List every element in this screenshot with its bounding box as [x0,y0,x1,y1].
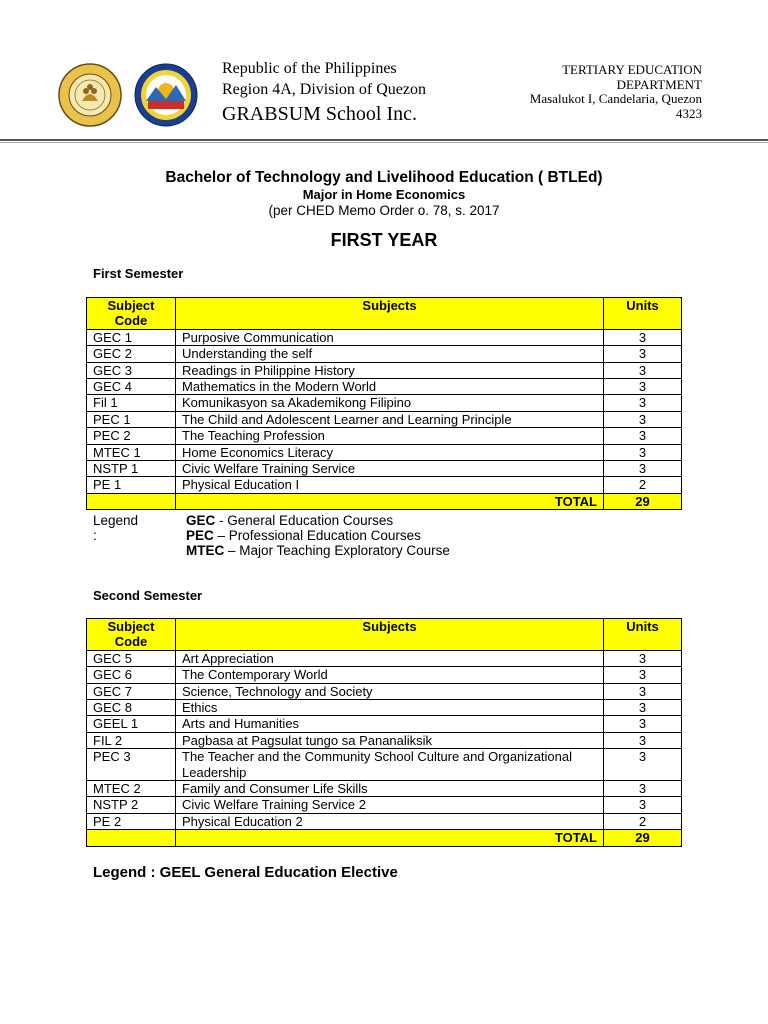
subject-code-cell: FIL 2 [87,732,176,748]
second-semester-title: Second Semester [93,588,203,603]
subject-code-cell: NSTP 1 [87,461,176,477]
subject-name-cell: Ethics [176,700,604,716]
subject-name-cell: The Teacher and the Community School Culture and Organizational Leadership [176,749,604,781]
table-row [87,395,682,411]
legend-label: Legend : [93,513,139,543]
total-empty-cell [87,830,176,846]
program-title-block [0,168,768,219]
subject-name-cell: Family and Consumer Life Skills [176,781,604,797]
table-row [87,700,682,716]
dept-address: Masalukot I, Candelaria, Quezon [529,91,702,106]
units-cell: 2 [604,813,682,829]
table-row [87,362,682,378]
table-row [87,379,682,395]
table-row [87,749,682,781]
subject-name-cell: Science, Technology and Society [176,683,604,699]
subject-code-cell: PEC 1 [87,411,176,427]
header-address-block [222,58,426,127]
subject-code-cell: GEC 1 [87,329,176,345]
table-row [87,329,682,345]
total-label: TOTAL [176,830,604,846]
total-row [87,830,682,846]
school-name: GRABSUM School Inc. [222,103,418,125]
header-divider [0,139,768,141]
units-cell: 2 [604,477,682,493]
first-semester-title: First Semester [93,266,184,281]
legend-item-gec: GEC - General Education Courses [186,513,394,528]
table-row [87,781,682,797]
units-cell: 3 [604,667,682,683]
region-line: Region 4A, Division of Quezon [222,81,426,98]
dept-line1: TERTIARY EDUCATION [562,62,702,77]
units-cell: 3 [604,797,682,813]
units-cell: 3 [604,428,682,444]
table-row [87,732,682,748]
table-row [87,797,682,813]
units-cell: 3 [604,461,682,477]
subject-name-cell: Civic Welfare Training Service 2 [176,797,604,813]
table-row [87,411,682,427]
school-seal-logo [58,63,122,127]
col-subject-code: Subject Code [87,298,176,330]
units-cell: 3 [604,749,682,781]
subject-code-cell: MTEC 2 [87,781,176,797]
republic-line: Republic of the Philippines [222,60,397,77]
program-memo: (per CHED Memo Order o. 78, s. 2017 [268,203,500,218]
total-units: 29 [604,830,682,846]
col-subject-code: Subject Code [87,619,176,651]
table-row [87,477,682,493]
table-row [87,650,682,666]
subject-code-cell: GEC 7 [87,683,176,699]
units-cell: 3 [604,329,682,345]
table-row [87,461,682,477]
units-cell: 3 [604,732,682,748]
letterhead [0,0,768,142]
units-cell: 3 [604,444,682,460]
legend-item-pec: PEC – Professional Education Courses [186,528,421,543]
subject-code-cell: GEC 5 [87,650,176,666]
subject-code-cell: MTEC 1 [87,444,176,460]
subject-code-cell: GEC 6 [87,667,176,683]
total-label: TOTAL [176,493,604,509]
subject-name-cell: Physical Education 2 [176,813,604,829]
units-cell: 3 [604,395,682,411]
subject-name-cell: Arts and Humanities [176,716,604,732]
subject-code-cell: GEC 8 [87,700,176,716]
header-divider-thin [0,142,768,143]
first-semester-table [86,297,682,510]
table-row [87,444,682,460]
units-cell: 3 [604,650,682,666]
subject-name-cell: Civic Welfare Training Service [176,461,604,477]
subject-code-cell: NSTP 2 [87,797,176,813]
department-block [530,63,702,121]
units-cell: 3 [604,411,682,427]
total-row [87,493,682,509]
table-row [87,428,682,444]
subject-code-cell: PEC 3 [87,749,176,781]
program-major: Major in Home Economics [302,187,466,202]
dept-line2: DEPARTMENT [616,76,702,92]
legend-geel: Legend : GEEL General Education Elective [93,864,398,881]
subject-name-cell: Physical Education I [176,477,604,493]
subject-name-cell: Purposive Communication [176,329,604,345]
col-units: Units [604,298,682,330]
units-cell: 3 [604,700,682,716]
subject-name-cell: Understanding the self [176,346,604,362]
units-cell: 3 [604,346,682,362]
table-header-row [87,619,682,651]
subject-code-cell: PE 2 [87,813,176,829]
subject-code-cell: GEC 4 [87,379,176,395]
subject-name-cell: Komunikasyon sa Akademikong Filipino [176,395,604,411]
subject-name-cell: Art Appreciation [176,650,604,666]
table-row [87,346,682,362]
subject-code-cell: GEC 2 [87,346,176,362]
table-row [87,813,682,829]
units-cell: 3 [604,379,682,395]
legend-item-mtec: MTEC – Major Teaching Exploratory Course [186,543,450,558]
table-header-row [87,298,682,330]
year-heading: FIRST YEAR [330,230,438,250]
total-units: 29 [604,493,682,509]
subject-code-cell: Fil 1 [87,395,176,411]
program-title: Bachelor of Technology and Livelihood Education ( BTLEd) [165,169,603,186]
units-cell: 3 [604,716,682,732]
col-subjects: Subjects [176,298,604,330]
subject-code-cell: PE 1 [87,477,176,493]
units-cell: 3 [604,362,682,378]
subject-code-cell: PEC 2 [87,428,176,444]
ched-seal-logo [134,63,198,127]
table-row [87,667,682,683]
total-empty-cell [87,493,176,509]
subject-code-cell: GEEL 1 [87,716,176,732]
second-semester-table [86,618,682,847]
table-row [87,716,682,732]
dept-zip: 4323 [676,105,702,121]
subject-code-cell: GEC 3 [87,362,176,378]
units-cell: 3 [604,683,682,699]
units-cell: 3 [604,781,682,797]
subject-name-cell: Home Economics Literacy [176,444,604,460]
col-subjects: Subjects [176,619,604,651]
subject-name-cell: The Contemporary World [176,667,604,683]
subject-name-cell: The Child and Adolescent Learner and Learning Principle [176,411,604,427]
subject-name-cell: Pagbasa at Pagsulat tungo sa Pananaliksik [176,732,604,748]
col-units: Units [604,619,682,651]
subject-name-cell: The Teaching Profession [176,428,604,444]
subject-name-cell: Readings in Philippine History [176,362,604,378]
table-row [87,683,682,699]
subject-name-cell: Mathematics in the Modern World [176,379,604,395]
